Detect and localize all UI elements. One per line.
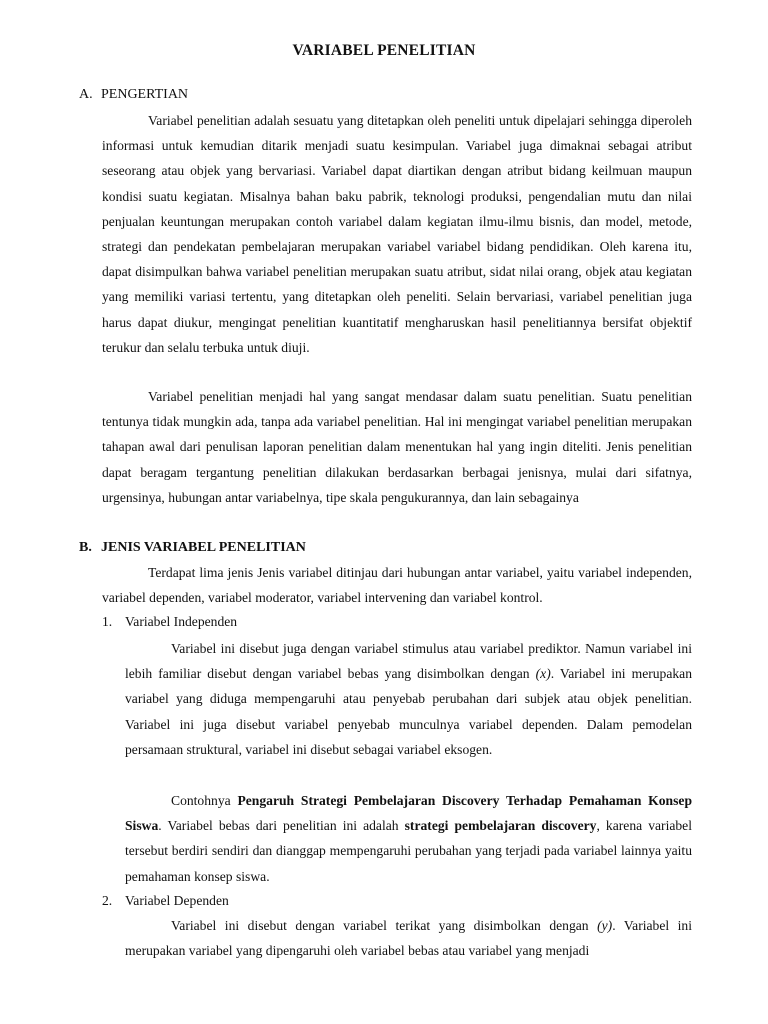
example-title: Pengaruh Strategi Pembelajaran Discovery Terhadap Pemahaman Konsep Siswa (125, 793, 692, 834)
text-run: . Variabel ini merupakan variabel yang diduga mempengaruhi atau penyebab perubahan dari subjek atau objek penelitian. Variabel ini juga disebut variabel penyebab munculnya variabel dependen. Dalam pemodelan persamaan struktural, variabel ini disebut sebagai variabel eksogen. (125, 666, 693, 757)
page-title: VARIABEL PENELITIAN (292, 42, 476, 59)
list-item-number: 2. (102, 893, 113, 908)
section-a-paragraph-1: Variabel penelitian adalah sesuatu yang ditetapkan oleh peneliti untuk dipelajari sehingga diperoleh informasi untuk kemudian ditarik menjadi suatu kesimpulan. Variabel juga dimaknai sebagai atribut seseorang atau objek yang bervariasi. Variabel dapat diartikan dengan atribut bidang keilmuan maupun kondisi suatu kegiatan. Misalnya bahan baku pabrik, teknologi produksi, pengendalian mutu dan nilai penjualan keuntungan merupakan contoh variabel dalam kegiatan ilmu-ilmu bisnis, dan model, metode, strategi dan pendekatan pembelajaran merupakan variabel variabel bidang pendidikan. Oleh karena itu, dapat disimpulkan bahwa variabel penelitian merupakan suatu atribut, sidat nilai orang, objek atau kegiatan yang memiliki variasi tertentu, yang ditetapkan oleh peneliti. Selain bervariasi, variabel penelitian juga harus dapat diukur, mengingat penelitian kuantitatif mengharuskan hasil penelitiannya bersifat objektif terukur dan selalu terbuka untuk diuji. (102, 113, 692, 355)
section-a-title: PENGERTIAN (101, 87, 189, 102)
section-b-title: JENIS VARIABEL PENELITIAN (101, 540, 306, 555)
section-a-heading (79, 87, 188, 103)
text-run: Contohnya (171, 793, 238, 808)
symbol-x: (x) (535, 666, 551, 682)
text-run: . Variabel bebas dari penelitian ini adalah (158, 818, 405, 834)
list-item-label: Variabel Dependen (125, 893, 229, 908)
text-run: . Variabel ini merupakan variabel yang dipengaruhi oleh variabel bebas atau variabel yang menjadi (125, 918, 692, 959)
section-a-paragraph-2: Variabel penelitian menjadi hal yang sangat mendasar dalam suatu penelitian. Suatu penelitian tentunya tidak mungkin ada, tanpa ada variabel penelitian. Hal ini mengingat variabel penelitian merupakan tahapan awal dari penulisan laporan penelitian dalam menentukan hal yang ingin diteliti. Jenis penelitian dapat beragam tergantung penelitian dilakukan berdasarkan berbagai jenisnya, mulai dari sifatnya, urgensinya, hubungan antar variabelnya, tipe skala pengukurannya, dan lain sebagainya (102, 389, 692, 505)
independen-paragraph-1 (125, 636, 692, 762)
section-b-letter: B. (79, 540, 92, 555)
section-b-heading (79, 540, 306, 556)
list-item-dependen (102, 893, 229, 909)
example-variable: strategi pembelajaran discovery (404, 818, 597, 834)
section-a-letter: A. (79, 87, 93, 102)
dependen-paragraph-1 (125, 913, 692, 963)
section-b-intro: Terdapat lima jenis Jenis variabel ditinjau dari hubungan antar variabel, yaitu variabel independen, variabel dependen, variabel moderator, variabel intervening dan variabel kontrol. (102, 565, 692, 606)
text-run: , karena variabel tersebut berdiri sendiri dan dianggap mempengaruhi perubahan yang terjadi pada variabel lainnya yaitu pemahaman konsep siswa. (125, 818, 692, 884)
list-item-number: 1. (102, 614, 113, 629)
list-item-label: Variabel Independen (125, 614, 238, 629)
symbol-y: (y) (597, 918, 613, 933)
text-run: Variabel ini disebut juga dengan variabel stimulus atau variabel prediktor. Namun variabel ini lebih familiar disebut dengan variabel bebas yang disimbolkan dengan (125, 641, 692, 682)
text-run: Variabel ini disebut dengan variabel terikat yang disimbolkan dengan (171, 918, 598, 933)
independen-paragraph-2 (125, 788, 692, 889)
list-item-independen (102, 614, 237, 630)
